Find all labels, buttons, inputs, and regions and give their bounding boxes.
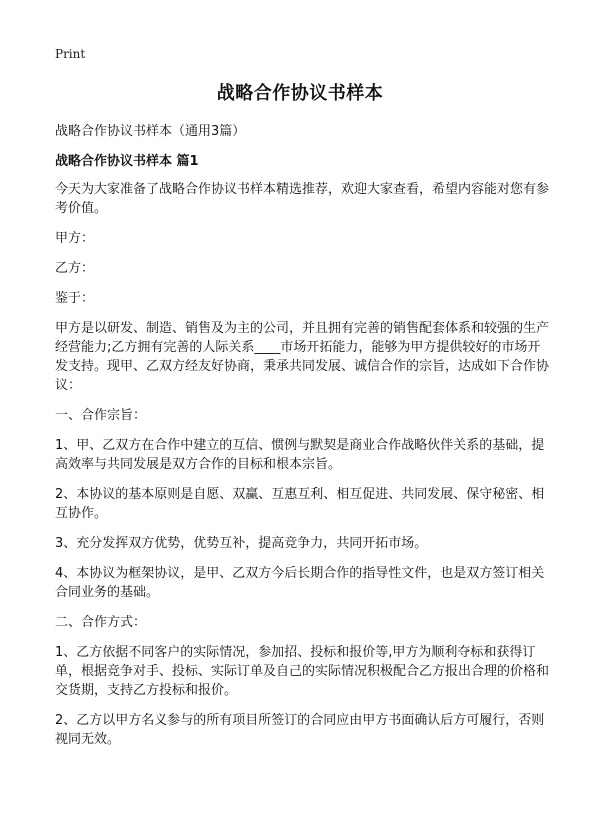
paragraph-background: 甲方是以研发、制造、销售及为主的公司，并且拥有完善的销售配套体系和较强的生产经营能力;乙方拥有完善的人际关系____市场开拓能力，能够为甲方提供较好的市场开发支持。现甲、乙双方经友好协商，秉承共同发展、诚信合作的宗旨，达成如下合作协议：	[55, 321, 550, 393]
paragraph-whereas: 鉴于：	[55, 291, 95, 306]
paragraph-party-a: 甲方：	[55, 231, 95, 246]
paragraph-purpose-3: 3、充分发挥双方优势，优势互补，提高竞争力，共同开拓市场。	[55, 536, 428, 551]
paragraph-party-b: 乙方：	[55, 261, 95, 276]
paragraph-intro: 今天为大家准备了战略合作协议书样本精选推荐，欢迎大家查看，希望内容能对您有参考价值。	[55, 182, 550, 216]
print-label: Print	[55, 47, 86, 61]
paragraph-purpose-4: 4、本协议为框架协议，是甲、乙双方今后长期合作的指导性文件，也是双方签订相关合同业务的基础。	[55, 566, 545, 600]
document-title: 战略合作协议书样本	[216, 83, 384, 104]
paragraph-purpose-1: 1、甲、乙双方在合作中建立的互信、惯例与默契是商业合作战略伙伴关系的基础，提高效率与共同发展是双方合作的目标和根本宗旨。	[55, 438, 545, 472]
paragraph-method-2: 2、乙方以甲方名义参与的所有项目所签订的合同应由甲方书面确认后方可履行，否则视同无效。	[55, 713, 545, 747]
paragraph-heading-method: 二、合作方式：	[55, 615, 147, 630]
paragraph-method-1: 1、乙方依据不同客户的实际情况，参加招、投标和报价等,甲方为顺利夺标和获得订单，根据竞争对手、投标、实际订单及自己的实际情况积极配合乙方报出合理的价格和交货期，支持乙方投标和报价。	[55, 645, 550, 698]
paragraph-purpose-2: 2、本协议的基本原则是自愿、双赢、互惠互利、相互促进、共同发展、保守秘密、相互协作。	[55, 487, 545, 521]
document-body	[55, 180, 550, 760]
document-subtitle: 战略合作协议书样本（通用3篇）	[55, 124, 246, 139]
section-heading: 战略合作协议书样本 篇1	[55, 154, 199, 169]
paragraph-heading-purpose: 一、合作宗旨：	[55, 408, 147, 423]
